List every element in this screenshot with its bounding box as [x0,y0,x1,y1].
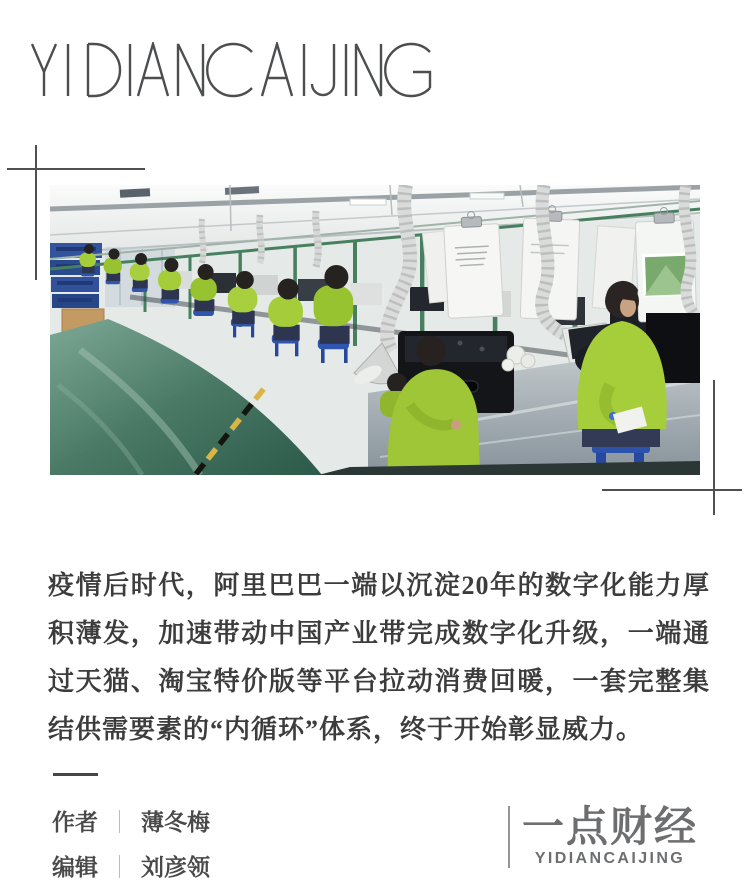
logo-divider-bar [508,806,510,868]
brand-title [29,42,435,98]
editor-name: 刘彦领 [141,855,210,880]
factory-scene [50,185,700,475]
logo-latin: YIDIANCAIJING [534,850,686,867]
section-dash [53,773,98,776]
byline-editor [52,849,210,882]
byline-separator: ｜ [108,809,131,835]
logo-chinese: 一点财经 [522,803,699,850]
article-paragraph: 疫情后时代，阿里巴巴一端以沉淀20年的数字化能力厚积薄发，加速带动中国产业带完成数字化升级，一端通过天猫、淘宝特价版等平台拉动消费回暖，一套完整集结供需要素的“内循环”体系，终于开始彰显威力。 [48,571,710,744]
cross-mark-left-vertical [35,145,37,280]
byline-author [52,804,210,837]
byline-separator: ｜ [108,854,131,880]
cross-mark-right-vertical [713,380,715,515]
editor-label: 编辑 [52,855,98,880]
author-name: 薄冬梅 [141,810,210,835]
clipboards-group [422,205,696,322]
cross-mark-right-horizontal [602,489,742,491]
author-label: 作者 [52,810,98,835]
cross-mark-left-horizontal [7,168,145,170]
article-photo[interactable] [50,185,700,475]
